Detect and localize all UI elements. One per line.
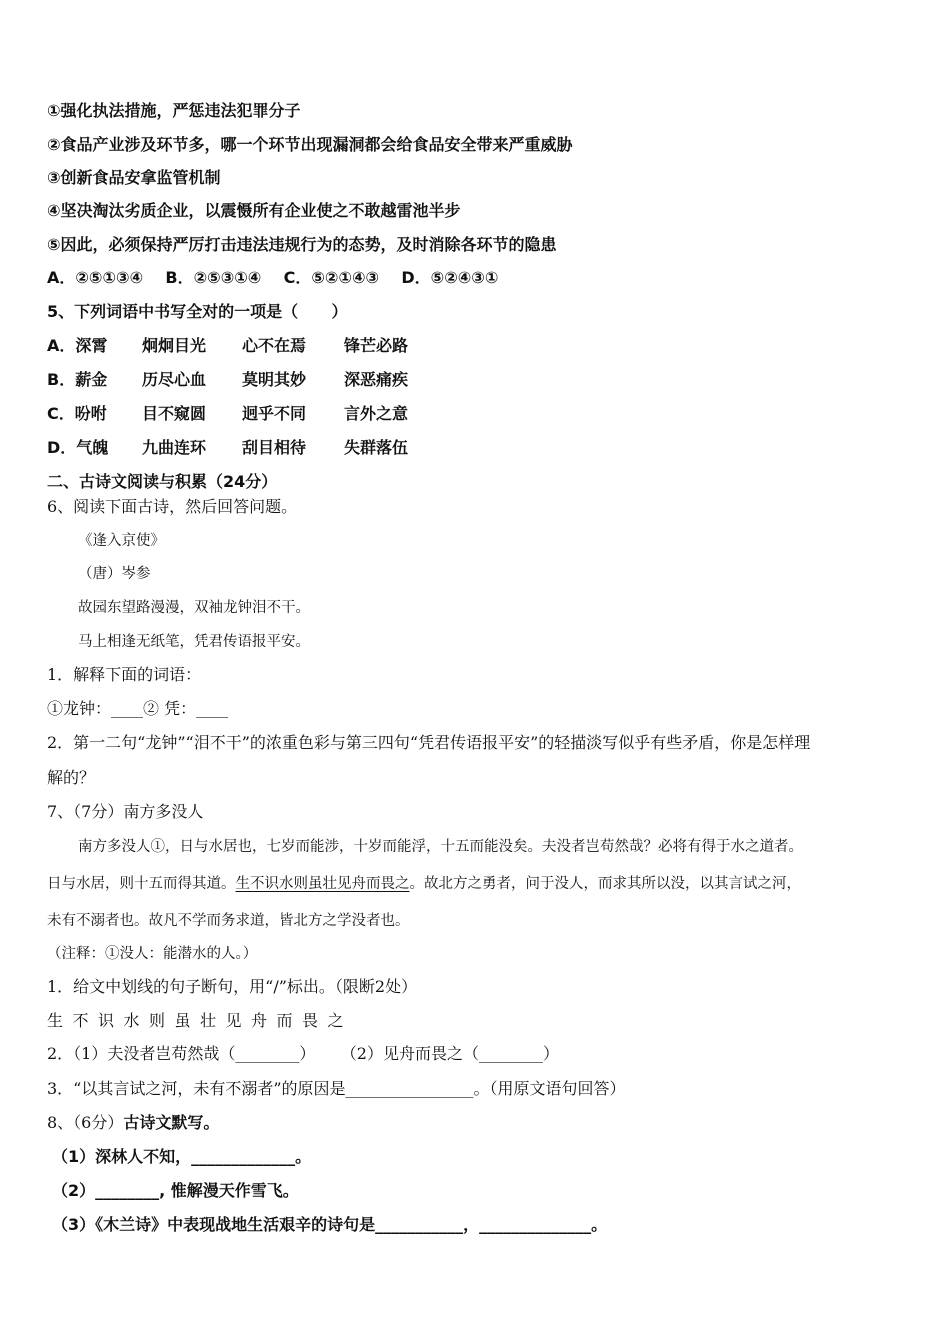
q7-passage-line-3: 未有不溺者也。故凡不学而务求道，皆北方之学没者也。 — [47, 913, 410, 929]
option-word: 炯炯目光 — [142, 336, 207, 355]
q8-stem — [47, 1112, 219, 1134]
option-word: 深恶痛疾 — [344, 370, 409, 389]
q7-stem: 7、（7分）南方多没人 — [47, 802, 204, 821]
q4-item-5: ⑤因此，必须保持严厉打击违法违规行为的态势，及时消除各环节的隐患 — [47, 235, 557, 254]
section-2-heading: 二、古诗文阅读与积累（24分） — [47, 472, 278, 491]
char: 畏 — [302, 1011, 319, 1030]
option-word: 心不在焉 — [242, 336, 307, 355]
q4-item-2: ②食品产业涉及环节多，哪一个环节出现漏洞都会给食品安全带来严重威胁 — [47, 135, 573, 154]
q7-sentence-chars — [47, 1010, 353, 1032]
option-word: 目不窥圆 — [142, 404, 207, 423]
q5-option-c — [47, 403, 408, 425]
q7-sub-3: 3．“以其言试之河，未有不溺者”的原因是________________。（用原文语句回答） — [47, 1079, 626, 1098]
option-label: C．吩咐 — [47, 404, 107, 423]
q6-stem: 6、阅读下面古诗，然后回答问题。 — [47, 497, 298, 516]
option-label: A．深霄 — [47, 336, 108, 355]
poem-author: （唐）岑参 — [78, 566, 151, 582]
poem-title: 《逢入京使》 — [78, 533, 165, 549]
q4-item-3: ③创新食品安拿监管机制 — [47, 168, 221, 187]
q4-options: A．②⑤①③④ B．②⑤③①④ C．⑤②①④③ D．⑤②④③① — [47, 268, 499, 287]
option-word: 失群落伍 — [344, 438, 409, 457]
option-word: 锋芒必路 — [344, 336, 409, 355]
q6-sub-1-blanks: ①龙钟：____② 凭：____ — [47, 699, 229, 718]
q6-sub-2-cont: 解的？ — [47, 768, 96, 787]
option-word: 迥乎不同 — [242, 404, 307, 423]
option-word: 历尽心血 — [142, 370, 207, 389]
char: 见 — [225, 1011, 242, 1030]
q4-item-4: ④坚决淘汰劣质企业，以震慑所有企业使之不敢越雷池半步 — [47, 201, 461, 220]
char: 则 — [149, 1011, 166, 1030]
q8-line-1: （1）深林人不知，_____________。 — [52, 1147, 312, 1166]
q8-title: 古诗文默写。 — [123, 1113, 220, 1132]
char: 壮 — [200, 1011, 217, 1030]
passage-text: 。故北方之勇者，问于没人，而求其所以没，以其言试之河， — [409, 876, 801, 892]
q8-line-2: （2）________, 惟解漫天作雪飞。 — [52, 1181, 299, 1200]
q4-item-1: ①强化执法措施，严惩违法犯罪分子 — [47, 101, 301, 120]
q7-sub-2: 2．（1）夫没者岂苟然哉（________） （2）见舟而畏之（________） — [47, 1044, 559, 1063]
option-word: 莫明其妙 — [242, 370, 307, 389]
q7-passage-line-2 — [47, 873, 801, 895]
q5-option-d — [47, 437, 408, 459]
q5-stem: 5、下列词语中书写全对的一项是（ ） — [47, 302, 348, 321]
option-word: 刮目相待 — [242, 438, 307, 457]
q8-line-3: （3）《木兰诗》中表现战地生活艰辛的诗句是___________，______________。 — [52, 1215, 608, 1234]
passage-text: 日与水居，则十五而得其道。 — [47, 876, 236, 892]
char: 水 — [123, 1011, 140, 1030]
underlined-sentence: 生不识水则虽壮见舟而畏之 — [235, 876, 410, 892]
poem-line-2: 马上相逢无纸笔，凭君传语报平安。 — [78, 634, 310, 650]
option-word: 九曲连环 — [142, 438, 207, 457]
q7-sub-1: 1．给文中划线的句子断句，用“/”标出。（限断2处） — [47, 977, 418, 996]
char: 不 — [72, 1011, 89, 1030]
char: 舟 — [251, 1011, 268, 1030]
char: 生 — [47, 1011, 64, 1030]
option-label: D．气魄 — [47, 438, 109, 457]
q5-option-b — [47, 369, 408, 391]
char: 而 — [276, 1011, 293, 1030]
q6-sub-2: 2．第一二句“龙钟”“泪不干”的浓重色彩与第三四句“凭君传语报平安”的轻描淡写似乎有些矛盾，你是怎样理 — [47, 733, 811, 752]
poem-line-1: 故园东望路漫漫，双袖龙钟泪不干。 — [78, 600, 310, 616]
q7-note: （注释：①没人：能潜水的人。） — [47, 946, 258, 962]
char: 虽 — [174, 1011, 191, 1030]
q8-number: 8、（6分） — [47, 1113, 124, 1132]
char: 之 — [327, 1011, 344, 1030]
char: 识 — [98, 1011, 115, 1030]
q7-passage-line-1: 南方多没人①，日与水居也，七岁而能涉，十岁而能浮，十五而能没矣。夫没者岂苟然哉？必将有得于水之道者。 — [78, 839, 803, 855]
q6-sub-1: 1．解释下面的词语： — [47, 665, 202, 684]
option-label: B．薪金 — [47, 370, 108, 389]
option-word: 言外之意 — [344, 404, 409, 423]
q5-option-a — [47, 335, 408, 357]
